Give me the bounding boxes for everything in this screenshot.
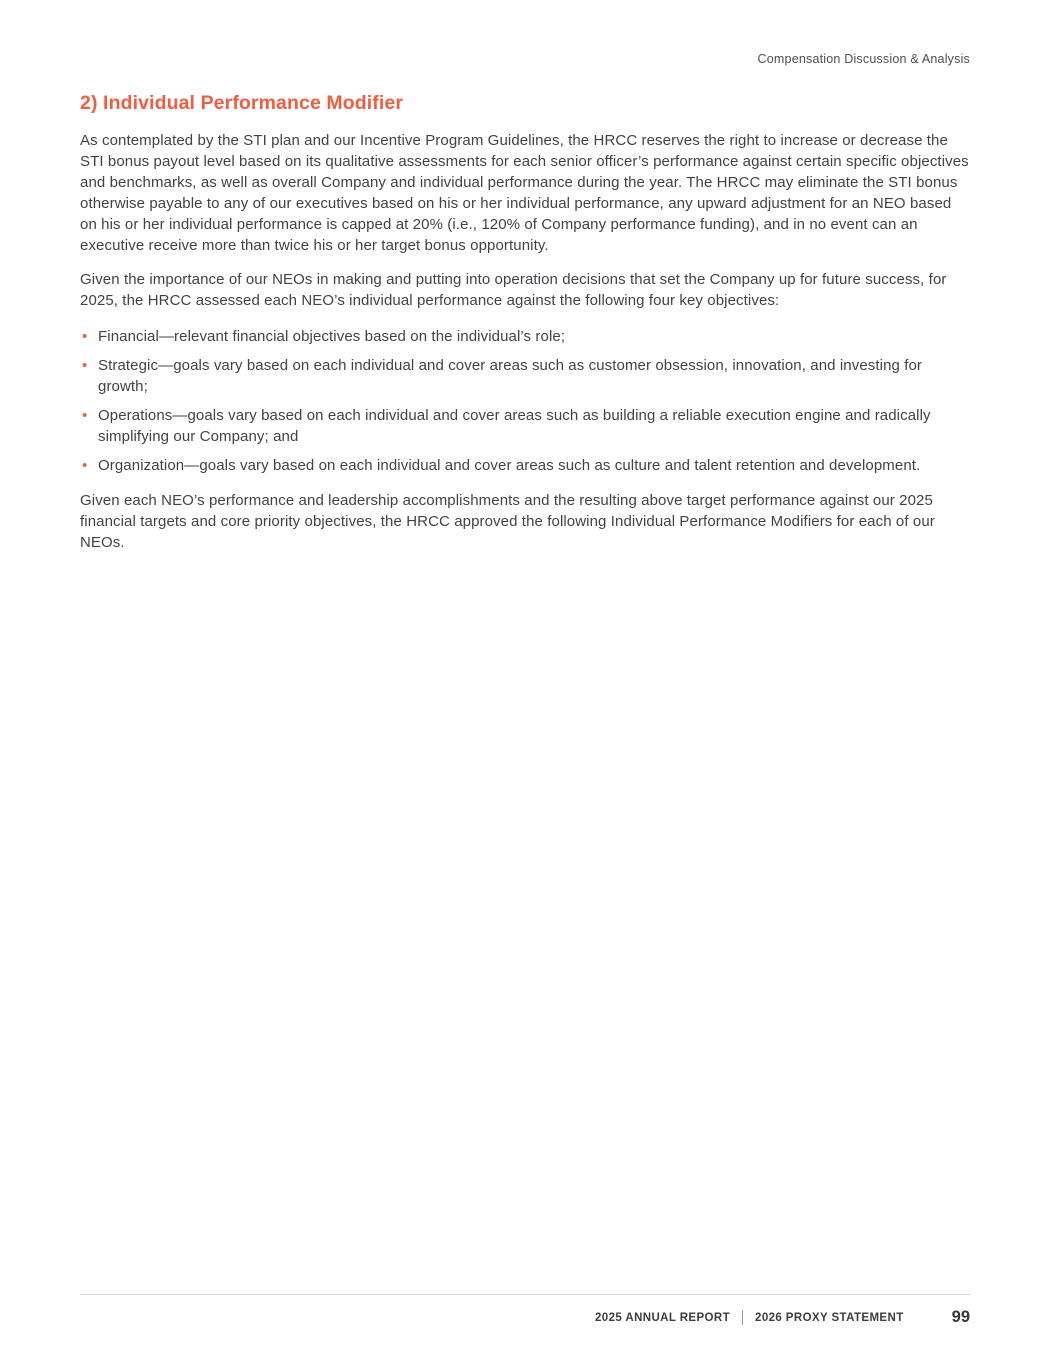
bullet-text: Financial—relevant financial objectives based on the individual’s role; [98, 328, 566, 345]
list-item-organization [80, 455, 972, 476]
footer-separator [742, 1310, 743, 1325]
bullet-text: Organization—goals vary based on each individual and cover areas such as culture and talent retention and development. [98, 457, 921, 474]
bullet-icon: • [82, 457, 88, 474]
footer-horizontal-rule [80, 1294, 970, 1295]
main-content [80, 92, 972, 566]
list-item-operations [80, 405, 972, 447]
bullet-text: Operations—goals vary based on each individual and cover areas such as building a reliable execution engine and radically simplifying our Company; and [98, 407, 931, 445]
bullet-icon: • [82, 328, 88, 345]
footer-proxy-statement-label: 2026 PROXY STATEMENT [755, 1311, 904, 1324]
objectives-list [80, 326, 972, 476]
breadcrumb: Compensation Discussion & Analysis [757, 52, 970, 66]
paragraph-objectives-intro: Given the importance of our NEOs in making and putting into operation decisions that set the Company up for future success, for 2025, the HRCC assessed each NEO’s individual performance against the following four key objectives: [80, 271, 947, 309]
bullet-icon: • [82, 407, 88, 424]
paragraph-intro: As contemplated by the STI plan and our Incentive Program Guidelines, the HRCC reserves the right to increase or decrease the STI bonus payout level based on its qualitative assessments for each senior officer’s performance against certain specific objectives and benchmarks, as well as overall Company and individual performance during the year. The HRCC may eliminate the STI bonus otherwise payable to any of our executives based on his or her individual performance, any upward adjustment for an NEO based on his or her individual performance is capped at 20% (i.e., 120% of Company performance funding), and in no event can an executive receive more than twice his or her target bonus opportunity. [80, 132, 969, 254]
footer-annual-report-label: 2025 ANNUAL REPORT [595, 1311, 731, 1324]
bullet-text: Strategic—goals vary based on each individual and cover areas such as customer obsession, innovation, and investing for growth; [98, 357, 923, 395]
footer-row [80, 1308, 970, 1327]
page-number: 99 [951, 1308, 970, 1326]
paragraph-closing: Given each NEO’s performance and leadership accomplishments and the resulting above target performance against our 2025 financial targets and core priority objectives, the HRCC approved the following Individual Performance Modifiers for each of our NEOs. [80, 492, 935, 551]
page-footer [80, 1294, 970, 1327]
page-header [80, 50, 970, 68]
list-item-strategic [80, 355, 972, 397]
bullet-icon: • [82, 357, 88, 374]
list-item-financial [80, 326, 972, 347]
section-title: 2) Individual Performance Modifier [80, 92, 404, 114]
